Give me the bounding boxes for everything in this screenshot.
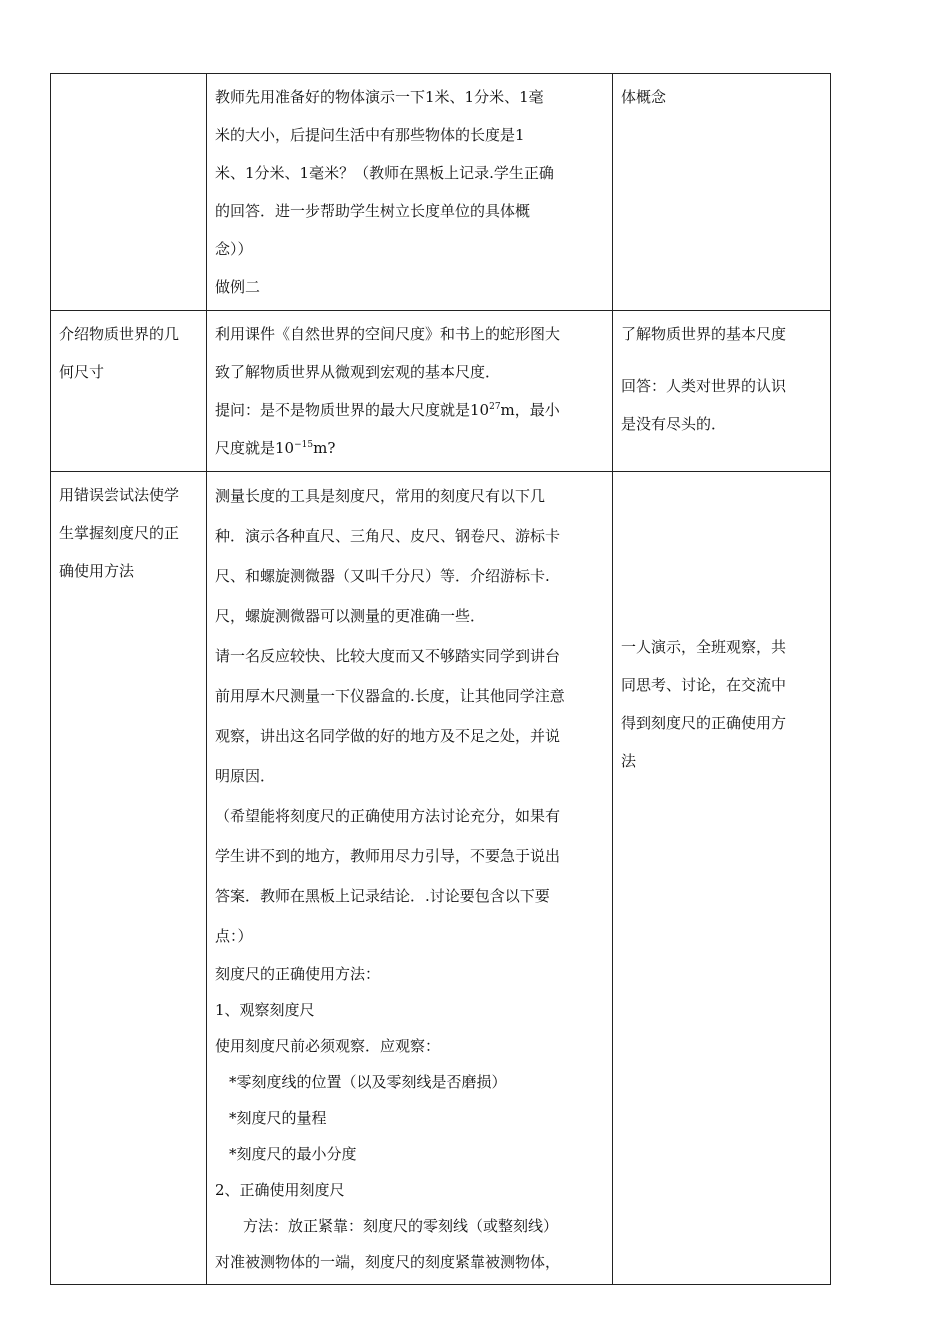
- text-line: 了解物质世界的基本尺度: [621, 325, 787, 343]
- text-fragment: 尺度就是10: [215, 439, 295, 457]
- text-line: 念））: [215, 240, 253, 258]
- process-cell: [207, 311, 613, 472]
- intent-cell: [613, 74, 831, 311]
- text-line: 致了解物质世界从微观到宏观的基本尺度．: [215, 363, 501, 381]
- text-line: 确使用方法: [59, 562, 135, 580]
- intent-cell: [613, 311, 831, 472]
- intent-cell: [613, 472, 831, 1285]
- bullet-item: *刻度尺的量程: [229, 1109, 327, 1127]
- text-line: 米的大小，后提问生活中有那些物体的长度是1: [215, 126, 525, 144]
- text-line: 一人演示，全班观察，共: [621, 638, 787, 656]
- text-line: 得到刻度尺的正确使用方: [621, 714, 787, 732]
- text-line: 生掌握刻度尺的正: [59, 524, 180, 542]
- text-line: 刻度尺的正确使用方法：: [215, 965, 381, 983]
- lesson-plan-table: [50, 73, 831, 1285]
- text-line: （希望能将刻度尺的正确使用方法讨论充分，如果有: [215, 807, 561, 825]
- process-cell: [207, 472, 613, 1285]
- process-cell: [207, 74, 613, 311]
- text-fragment: m，最小: [500, 401, 560, 419]
- text-line: 2、正确使用刻度尺: [215, 1181, 345, 1199]
- text-line: 利用课件《自然世界的空间尺度》和书上的蛇形图大: [215, 325, 561, 343]
- text-line: 使用刻度尺前必须观察．应观察：: [215, 1037, 441, 1055]
- text-line: 前用厚木尺测量一下仪器盒的.长度，让其他同学注意: [215, 687, 565, 705]
- text-line: 是没有尽头的．: [621, 415, 727, 433]
- text-line: 用错误尝试法使学: [59, 486, 180, 504]
- bullet-item: *零刻度线的位置（以及零刻线是否磨损）: [229, 1073, 507, 1091]
- text-line: 回答：人类对世界的认识: [621, 377, 787, 395]
- text-line: 教师先用准备好的物体演示一下1米、1分米、1毫: [215, 88, 544, 106]
- text-line: 学生讲不到的地方，教师用尽力引导，不要急于说出: [215, 847, 561, 865]
- text-fragment: 提问：是不是物质世界的最大尺度就是10: [215, 401, 490, 419]
- text-line: 答案．教师在黑板上记录结论．.讨论要包含以下要: [215, 887, 550, 905]
- text-line: 尺、和螺旋测微器（又叫千分尺）等．介绍游标卡.: [215, 567, 550, 585]
- topic-cell: [51, 472, 207, 1285]
- text-line: 何尺寸: [59, 363, 105, 381]
- bullet-item: *刻度尺的最小分度: [229, 1145, 357, 1163]
- text-line: 测量长度的工具是刻度尺，常用的刻度尺有以下几: [215, 487, 546, 505]
- text-line: 做例二: [215, 278, 261, 296]
- text-fragment: m?: [313, 439, 336, 457]
- text-line: 尺，螺旋测微器可以测量的更准确一些．: [215, 607, 486, 625]
- text-line: 米、1分米、1毫米？（教师在黑板上记录.学生正确: [215, 164, 554, 182]
- table-row: [51, 74, 831, 311]
- text-line: 同思考、讨论，在交流中: [621, 676, 787, 694]
- text-line: 法: [621, 752, 637, 770]
- exponent: −15: [294, 440, 314, 450]
- text-line: 方法：放正紧靠：刻度尺的零刻线（或整刻线）: [243, 1217, 559, 1235]
- text-line: 点：）: [215, 927, 253, 945]
- text-line: 明原因．: [215, 767, 276, 785]
- topic-cell: [51, 74, 207, 311]
- text-line: 体概念: [621, 88, 667, 106]
- text-line: 介绍物质世界的几: [59, 325, 180, 343]
- text-line: 的回答．进一步帮助学生树立长度单位的具体概: [215, 202, 531, 220]
- table-row: [51, 472, 831, 1285]
- exponent: 27: [489, 402, 501, 412]
- spacer: [621, 353, 822, 367]
- text-line: 种．演示各种直尺、三角尺、皮尺、钢卷尺、游标卡: [215, 527, 561, 545]
- text-line: 请一名反应较快、比较大度而又不够踏实同学到讲台: [215, 647, 561, 665]
- text-line: 1、观察刻度尺: [215, 1001, 315, 1019]
- topic-cell: [51, 311, 207, 472]
- spacer: [621, 476, 822, 628]
- table-row: [51, 311, 831, 472]
- text-line: 观察，讲出这名同学做的好的地方及不足之处，并说: [215, 727, 561, 745]
- text-line: 对准被测物体的一端，刻度尺的刻度紧靠被测物体，: [215, 1253, 561, 1271]
- question-line: [215, 391, 604, 429]
- question-line: [215, 429, 604, 467]
